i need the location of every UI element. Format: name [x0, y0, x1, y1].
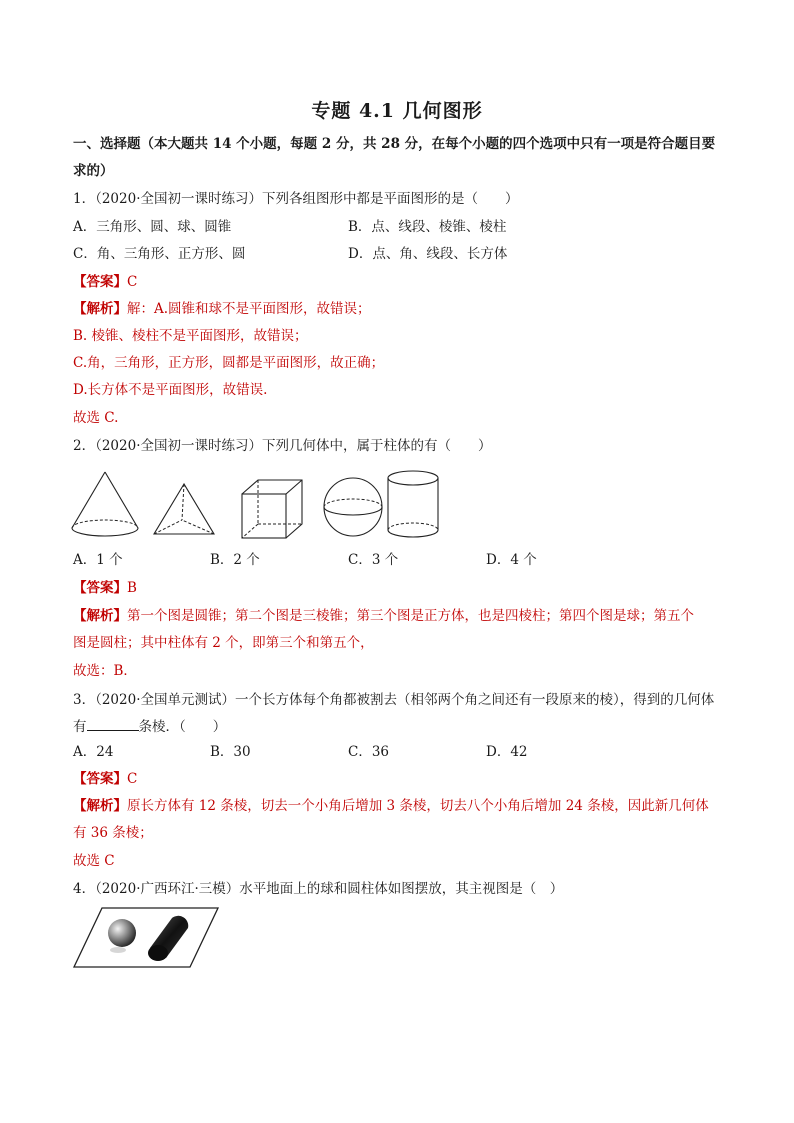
q3-option-c: C．36 — [348, 744, 390, 760]
q2-option-d: D．4 个 — [486, 552, 537, 568]
section-heading: 一、选择题（本大题共 14 个小题，每题 2 分，共 28 分，在每个小题的四个选项中只有一项是符合题目要 — [73, 136, 716, 152]
q1-analysis-line: D.长方体不是平面图形，故错误. — [73, 382, 268, 398]
q1-answer-value: C — [127, 274, 138, 290]
q3-conclusion: 故选 C — [73, 853, 115, 869]
q4-stem: 4．（2020·广西环江·三模）水平地面上的球和圆柱体如图摆放，其主视图是（ ） — [73, 881, 564, 897]
q2-option-b: B．2 个 — [210, 552, 260, 568]
q1-option-d: D．点、角、线段、长方体 — [348, 246, 508, 262]
q2-option-c: C．3 个 — [348, 552, 399, 568]
analysis-tag: 【解析】 — [73, 301, 127, 317]
page-title: 专题 4.1 几何图形 — [311, 100, 483, 122]
q3-analysis — [73, 796, 709, 816]
q1-stem: 1．（2020·全国初一课时练习）下列各组图形中都是平面图形的是（ ） — [73, 191, 519, 207]
analysis-tag: 【解析】 — [73, 608, 127, 624]
q1-option-b: B．点、线段、棱锥、棱柱 — [348, 219, 507, 235]
q3-answer — [73, 769, 137, 789]
answer-tag: 【答案】 — [73, 274, 127, 290]
q3-analysis-line: 原长方体有 12 条棱，切去一个小角后增加 3 条棱，切去八个小角后增加 24 条棱，因此新几何体 — [127, 798, 709, 814]
q1-analysis — [73, 299, 371, 319]
q2-option-a: A．1 个 — [73, 552, 123, 568]
q1-analysis-line: C.角，三角形，正方形，圆都是平面图形，故正确； — [73, 355, 385, 371]
q3-analysis-line: 有 36 条棱； — [73, 825, 153, 841]
fill-blank — [87, 716, 139, 731]
q1-conclusion: 故选 C. — [73, 410, 119, 426]
q2-stem: 2．（2020·全国初一课时练习）下列几何体中，属于柱体的有（ ） — [73, 438, 492, 454]
ball-and-cylinder-figure — [72, 906, 222, 970]
analysis-tag: 【解析】 — [73, 798, 127, 814]
q2-analysis-line: 第一个图是圆锥；第二个图是三棱锥；第三个图是正方体，也是四棱柱；第四个图是球；第五个 — [127, 608, 694, 624]
q3-option-d: D．42 — [486, 744, 528, 760]
q3-answer-value: C — [127, 771, 138, 787]
q1-analysis-line: 解：A.圆锥和球不是平面图形，故错误； — [127, 301, 371, 317]
q1-analysis-line: B. 棱锥、棱柱不是平面图形，故错误； — [73, 328, 308, 344]
answer-tag: 【答案】 — [73, 580, 127, 596]
cone-icon — [70, 470, 140, 540]
q2-answer — [73, 578, 137, 598]
q2-analysis — [73, 606, 694, 626]
q2-conclusion: 故选：B． — [73, 663, 137, 679]
sphere-icon — [322, 476, 384, 538]
q2-answer-value: B — [127, 580, 137, 596]
cylinder-icon — [386, 470, 440, 540]
cube-icon — [240, 478, 304, 540]
q1-answer — [73, 272, 137, 292]
answer-tag: 【答案】 — [73, 771, 127, 787]
q3-stem-pre: 有 — [73, 719, 87, 735]
tetrahedron-icon — [152, 482, 218, 538]
q1-option-a: A．三角形、圆、球、圆锥 — [73, 219, 232, 235]
q3-stem: 3．（2020·全国单元测试）一个长方体每个角都被割去（相邻两个角之间还有一段原来的棱），得到的几何体 — [73, 692, 715, 708]
q1-option-c: C．角、三角形、正方形、圆 — [73, 246, 246, 262]
q3-stem-cont — [73, 716, 226, 737]
q3-stem-post: 条棱．（ ） — [138, 719, 227, 735]
q2-analysis-line: 图是圆柱；其中柱体有 2 个，即第三个和第五个， — [73, 635, 374, 651]
q3-option-b: B．30 — [210, 744, 251, 760]
section-heading-cont: 求的） — [73, 163, 114, 179]
q3-option-a: A．24 — [73, 744, 114, 760]
